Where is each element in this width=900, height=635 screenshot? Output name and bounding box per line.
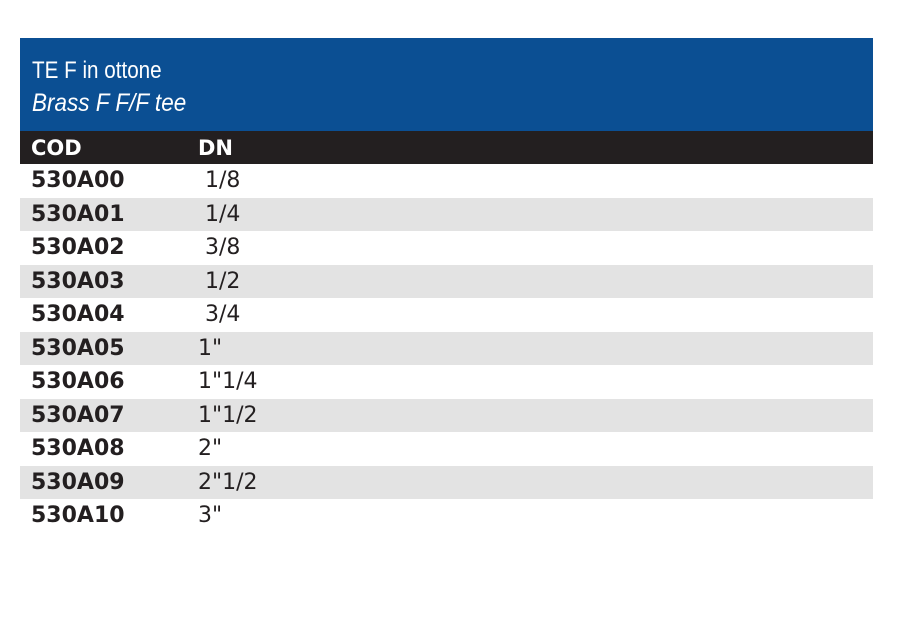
cell-cod: 530A10 bbox=[31, 503, 125, 529]
header-cod: COD bbox=[31, 135, 82, 160]
cell-dn: 2"1/2 bbox=[198, 469, 258, 495]
title-banner bbox=[20, 38, 873, 131]
table-row bbox=[20, 164, 873, 198]
table-row bbox=[20, 265, 873, 299]
cell-dn: 3" bbox=[198, 503, 223, 529]
table-row bbox=[20, 198, 873, 232]
table-header bbox=[20, 131, 873, 164]
table-row bbox=[20, 332, 873, 366]
cell-dn: 1"1/2 bbox=[198, 402, 258, 428]
cell-dn: 1/2 bbox=[198, 268, 241, 294]
header-dn: DN bbox=[198, 135, 234, 160]
table-row bbox=[20, 231, 873, 265]
cell-cod: 530A04 bbox=[31, 302, 125, 328]
cell-dn: 2" bbox=[198, 436, 223, 462]
cell-dn: 3/8 bbox=[198, 235, 241, 261]
table-row bbox=[20, 365, 873, 399]
cell-cod: 530A06 bbox=[31, 369, 125, 395]
title-english: Brass F F/F tee bbox=[32, 89, 187, 117]
table-row bbox=[20, 432, 873, 466]
cell-cod: 530A07 bbox=[31, 402, 125, 428]
cell-cod: 530A08 bbox=[31, 436, 125, 462]
cell-cod: 530A09 bbox=[31, 469, 125, 495]
cell-dn: 1"1/4 bbox=[198, 369, 258, 395]
cell-cod: 530A02 bbox=[31, 235, 125, 261]
title-italian: TE F in ottone bbox=[32, 57, 162, 84]
table-row bbox=[20, 298, 873, 332]
cell-cod: 530A05 bbox=[31, 335, 125, 361]
cell-dn: 3/4 bbox=[198, 302, 241, 328]
cell-cod: 530A00 bbox=[31, 168, 125, 194]
product-table-sheet bbox=[20, 38, 873, 533]
cell-dn: 1/8 bbox=[198, 168, 241, 194]
cell-dn: 1" bbox=[198, 335, 223, 361]
cell-dn: 1/4 bbox=[198, 201, 241, 227]
table-row bbox=[20, 499, 873, 533]
cell-cod: 530A03 bbox=[31, 268, 125, 294]
table-row bbox=[20, 399, 873, 433]
cell-cod: 530A01 bbox=[31, 201, 125, 227]
table-row bbox=[20, 466, 873, 500]
